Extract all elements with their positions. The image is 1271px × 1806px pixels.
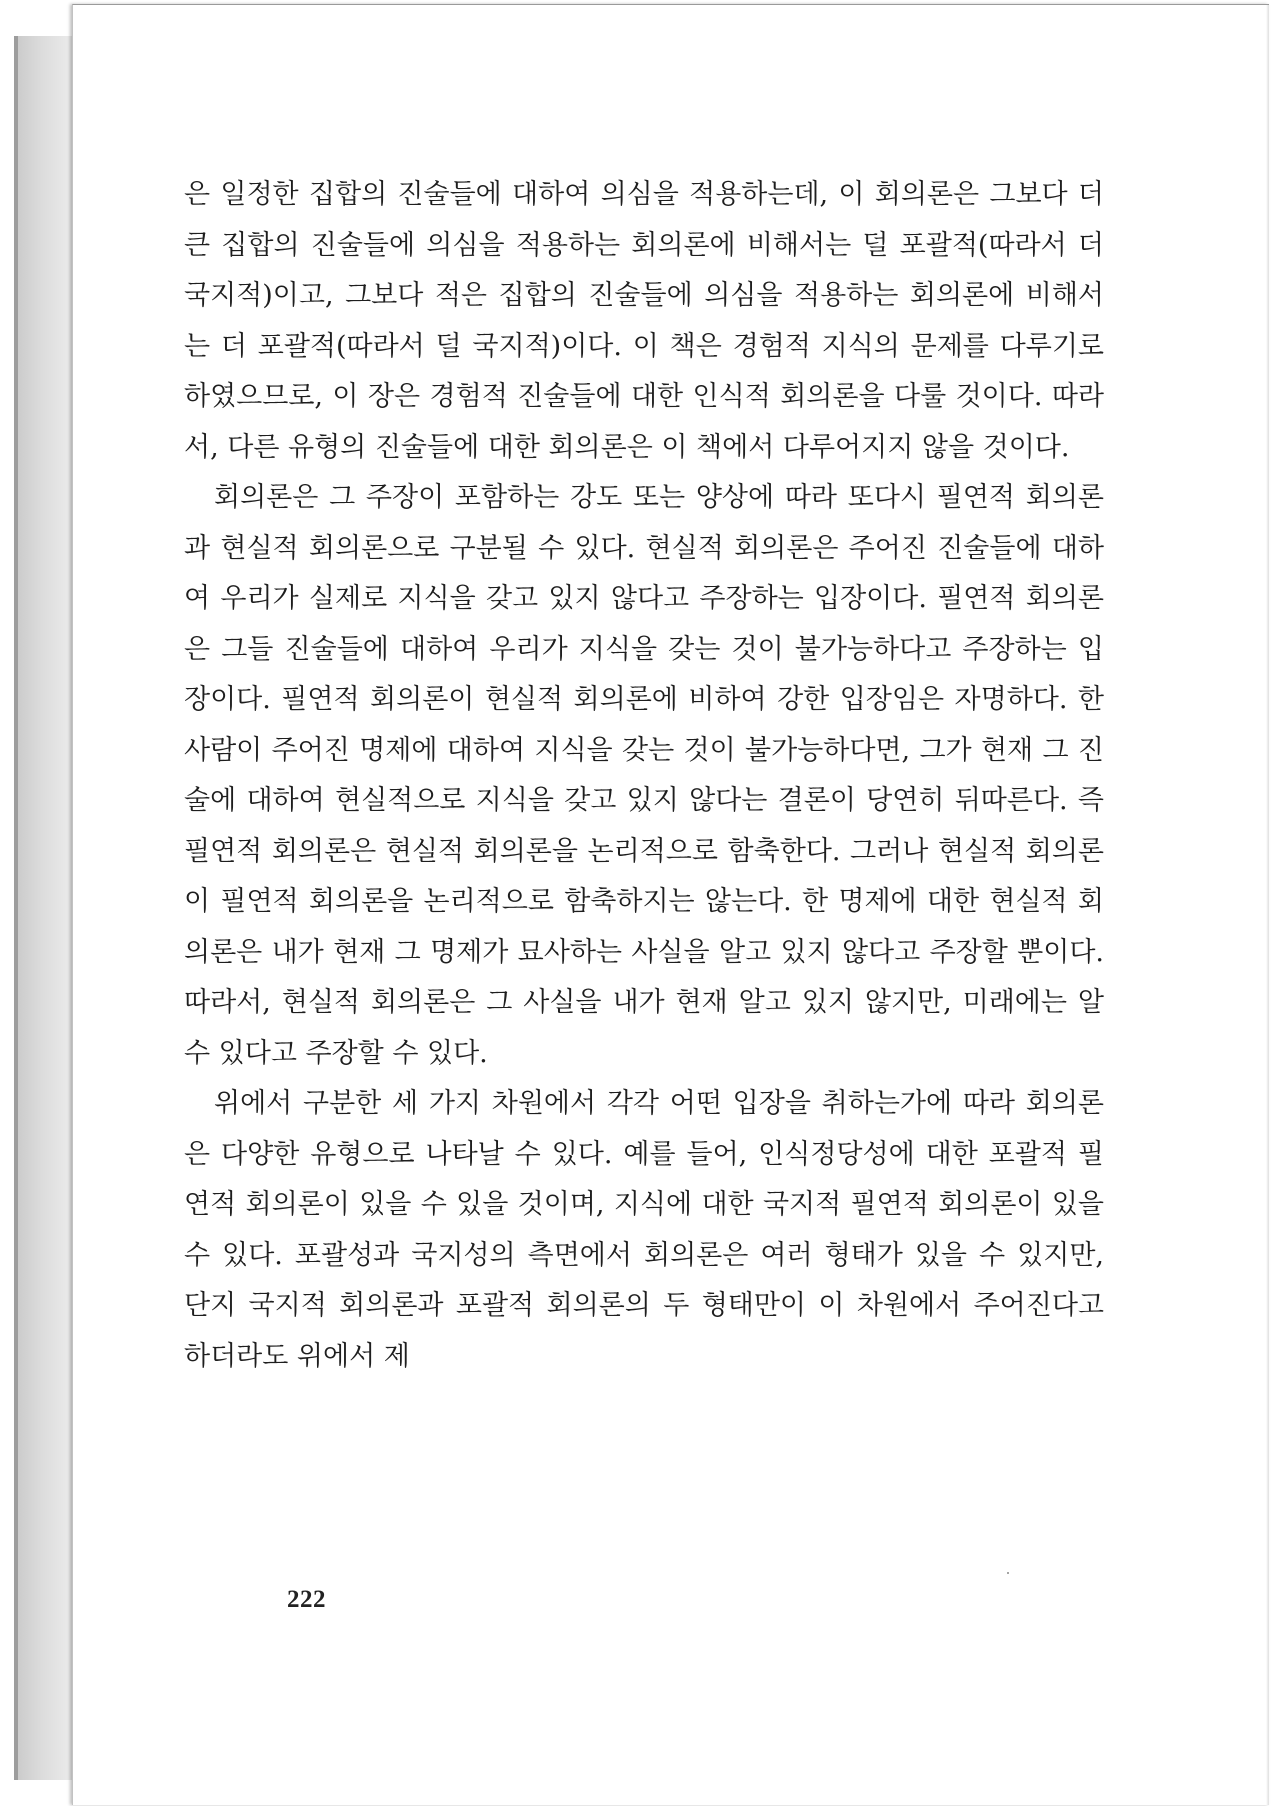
body-text bbox=[184, 170, 1104, 1382]
book-page-edges bbox=[14, 36, 76, 1780]
paragraph-3: 위에서 구분한 세 가지 차원에서 각각 어떤 입장을 취하는가에 따라 회의론은 다양한 유형으로 나타날 수 있다. 예를 들어, 인식정당성에 대한 포괄적 필연적 회의론이 있을 수 있을 것이며, 지식에 대한 국지적 필연적 회의론이 있을 수 있다. 포괄성과 국지성의 측면에서 회의론은 여러 형태가 있을 수 있지만, 단지 국지적 회의론과 포괄적 회의론의 두 형태만이 이 차원에서 주어진다고 하더라도 위에서 제 bbox=[184, 1088, 1104, 1372]
paragraph-1: 은 일정한 집합의 진술들에 대하여 의심을 적용하는데, 이 회의론은 그보다 더 큰 집합의 진술들에 의심을 적용하는 회의론에 비해서는 덜 포괄적(따라서 더 국지적)이고, 그보다 적은 집합의 진술들에 의심을 적용하는 회의론에 비해서는 더 포괄적(따라서 덜 국지적)이다. 이 책은 경험적 지식의 문제를 다루기로 하였으므로, 이 장은 경험적 진술들에 대한 인식적 회의론을 다룰 것이다. 따라서, 다른 유형의 진술들에 대한 회의론은 이 책에서 다루어지지 않을 것이다. bbox=[184, 179, 1104, 463]
page-number: 222 bbox=[287, 1586, 326, 1613]
page-right-edge bbox=[1266, 5, 1269, 1805]
scan-speck bbox=[1007, 1572, 1009, 1574]
book-edge-shadow bbox=[14, 36, 18, 1780]
paragraph-2: 회의론은 그 주장이 포함하는 강도 또는 양상에 따라 또다시 필연적 회의론과 현실적 회의론으로 구분될 수 있다. 현실적 회의론은 주어진 진술들에 대하여 우리가 실제로 지식을 갖고 있지 않다고 주장하는 입장이다. 필연적 회의론은 그들 진술들에 대하여 우리가 지식을 갖는 것이 불가능하다고 주장하는 입장이다. 필연적 회의론이 현실적 회의론에 비하여 강한 입장임은 자명하다. 한 사람이 주어진 명제에 대하여 지식을 갖는 것이 불가능하다면, 그가 현재 그 진술에 대하여 현실적으로 지식을 갖고 있지 않다는 결론이 당연히 뒤따른다. 즉 필연적 회의론은 현실적 회의론을 논리적으로 함축한다. 그러나 현실적 회의론이 필연적 회의론을 논리적으로 함축하지는 않는다. 한 명제에 대한 현실적 회의론은 내가 현재 그 명제가 묘사하는 사실을 알고 있지 않다고 주장할 뿐이다. 따라서, 현실적 회의론은 그 사실을 내가 현재 알고 있지 않지만, 미래에는 알 수 있다고 주장할 수 있다. bbox=[184, 482, 1104, 1069]
